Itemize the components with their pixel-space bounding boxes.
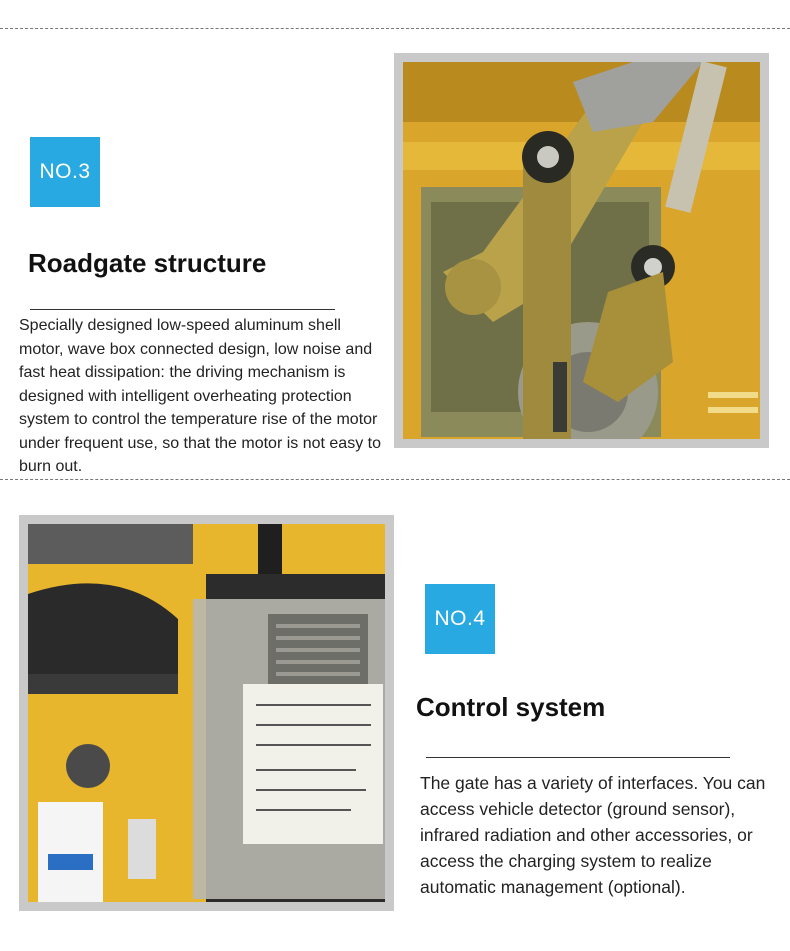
top-divider bbox=[0, 28, 790, 29]
section-number-badge: NO.4 bbox=[425, 584, 495, 654]
title-underline bbox=[426, 757, 730, 758]
section-title: Roadgate structure bbox=[28, 248, 267, 278]
section-description: The gate has a variety of interfaces. You can access vehicle detector (ground sensor), infrared radiation and other accessories, or access the charging system to realize automatic management (optional). bbox=[420, 773, 766, 897]
title-underline bbox=[30, 309, 335, 310]
section-title: Control system bbox=[416, 692, 606, 722]
roadgate-mechanism-photo bbox=[394, 53, 769, 448]
section-number-badge: NO.3 bbox=[30, 137, 100, 207]
section-description: Specially designed low-speed aluminum shell motor, wave box connected design, low noise and fast heat dissipation: the driving mechanism is designed with intelligent overheating protection system to control the temperature rise of the motor under frequent use, so that the motor is not easy to burn out. bbox=[19, 317, 381, 475]
middle-divider bbox=[0, 479, 790, 480]
control-system-photo bbox=[19, 515, 394, 911]
